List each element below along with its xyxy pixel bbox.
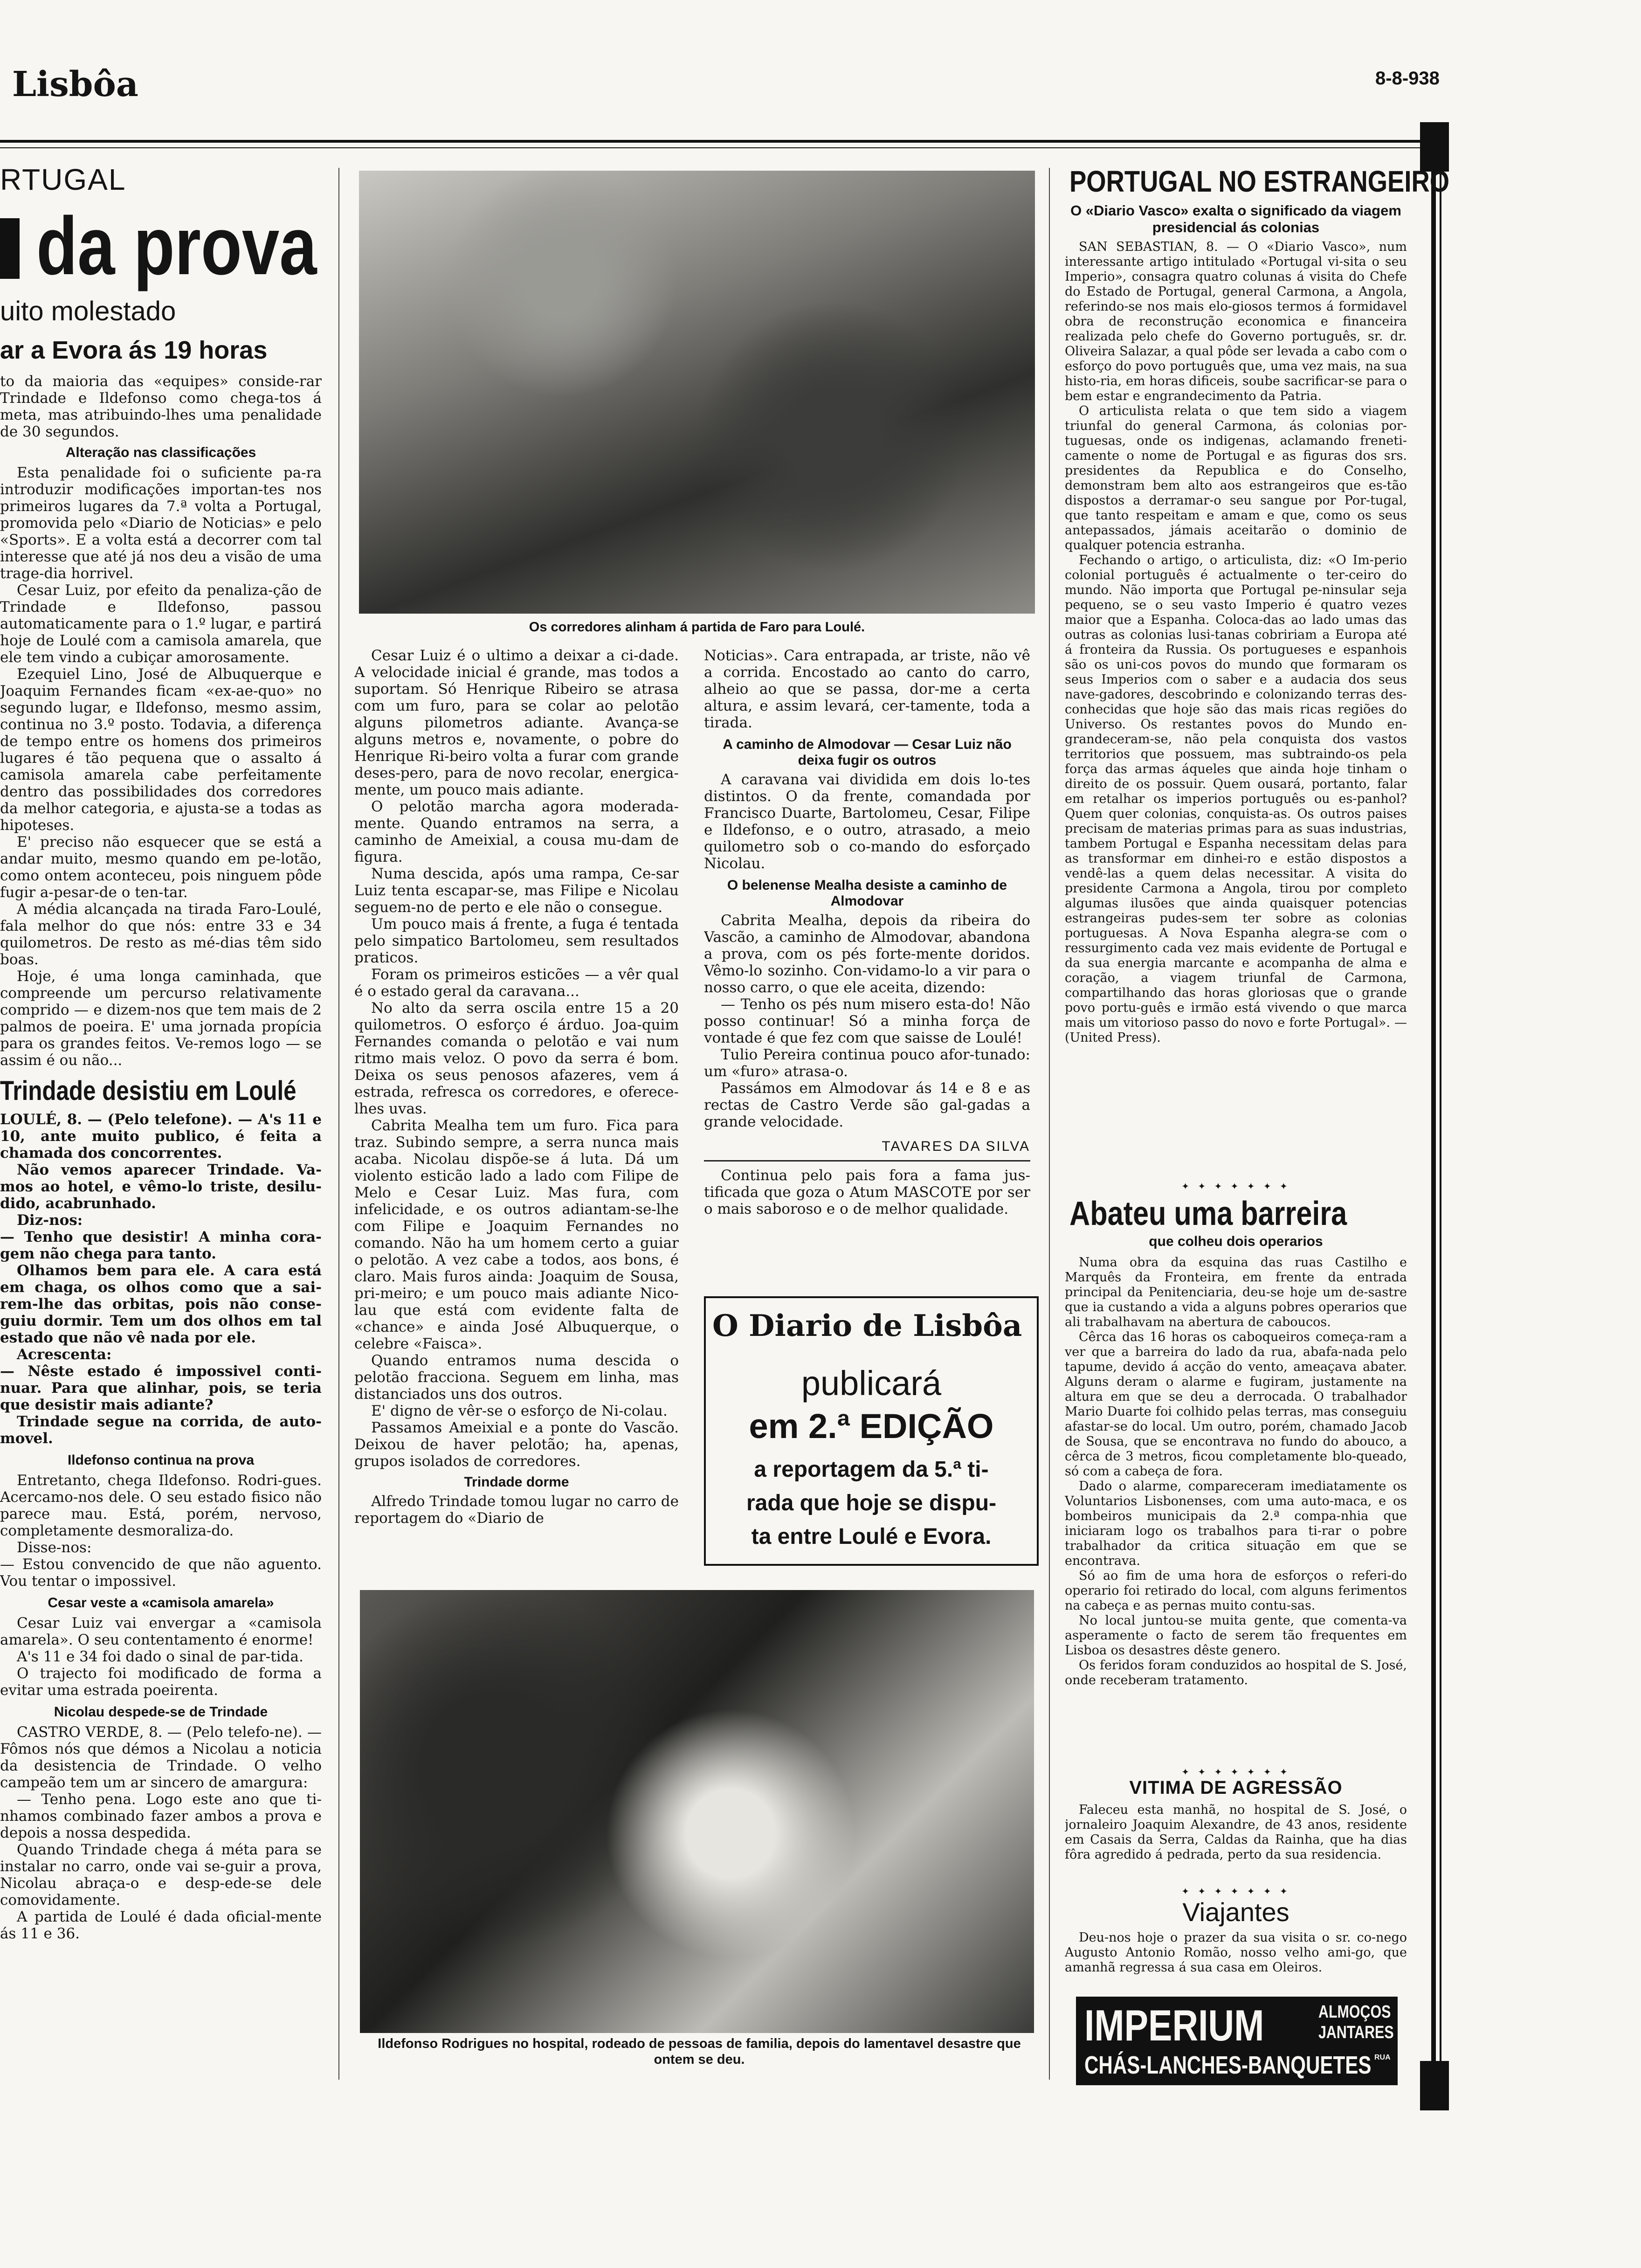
left-p7: LOULÉ, 8. — (Pelo telefone). — A's 11 e 10, ante muito publico, é feita a chamada dos concorrentes.: [0, 1111, 322, 1162]
right-ornament2: ✦ ✦ ✦ ✦ ✦ ✦ ✦: [1181, 1766, 1290, 1777]
left-p24: A partida de Loulé é dada oficial-mente ás 11 e 36.: [0, 1908, 322, 1942]
right-head3: VITIMA DE AGRESSÃO: [1129, 1777, 1343, 1798]
right-head1: PORTUGAL NO ESTRANGEIRO: [1069, 165, 1450, 198]
left-p11: Olhamos bem para ele. A cara está em chaga, os olhos como que a sai-rem-lhe das orbitas, pois não conse-guiu dormir. Tem um dos olhos em tal estado que não vê nada por ele.: [0, 1262, 322, 1346]
ad-title: O Diario de Lisbôa: [712, 1308, 1022, 1343]
right-margin-rule-2: [1440, 172, 1441, 2074]
right-r11: Deu-nos hoje o prazer da sua visita o sr. co-nego Augusto Antonio Romão, nosso velho ami-go, que amanhã regressa á sua casa em Oleiros.: [1065, 1930, 1407, 1975]
center-sub7: O belenense Mealha desiste a caminho de Almodovar: [727, 878, 1007, 909]
corner-block-bottom: [1420, 2061, 1449, 2110]
ad-imperium-brand: IMPERIUM: [1084, 2001, 1264, 2050]
ad-imperium-r2: JANTARES: [1318, 2023, 1394, 2042]
col-rule-right: [1049, 168, 1050, 2080]
right-article1: [1065, 240, 1407, 1298]
photo-cyclists-start: [359, 171, 1035, 614]
right-r2: O articulista relata o que tem sido a viagem triunfal do general Carmona, ás colonias por-tuguesas, onde os indigenas, aclamando freneti-camente o nome de Portugal e as figuras dos srs. presidentes da Republica e do Conselho, demonstram bem alto aos estrangeiros que es-tão dispostos a derramar-o seu sangue por Por-tugal, que tanto respeitam e amam e que, como os seus antepassados, jámais aceitarão o dominio de qualquer potencia estranha.: [1065, 404, 1407, 553]
center-c7: Cabrita Mealha tem um furo. Fica para traz. Subindo sempre, a serra nunca mais acaba. Nicolau dispõe-se á luta. Dá um violento esticão lado a lado com Filipe de Melo e Cesar Luiz. Mas fura, com infelicidade, e os outros adiantam-se-lhe com Filipe e Joaquim Fernandes no comando. Não ha um homem certo a guiar o pelotão. A vez cabe a todos, aos bons, é claro. Mais furos ainda: Joaquim de Sousa, pri-meiro; e um pouco mais adiante Nico-lau que está com evidente falta de «chance» e ainda José Albuquerque, o celebre «Faisca».: [354, 1117, 679, 1352]
right-r7: Só ao fim de uma hora de esforços o referi-do operario foi retirado do local, com alguns ferimentos na cabeça e as pernas muito contu-sas.: [1065, 1569, 1407, 1613]
center-c13: A caravana vai dividida em dois lo-tes distintos. O da frente, comandada por Francisco Duarte, Bartolomeu, Cesar, Filipe e Ildefonso, e o outro, atrasado, a meio quilometro sob o co-mando do esforçado Nicolau.: [704, 771, 1030, 872]
center-c17: Passámos em Almodovar ás 14 e 8 e as rectas de Castro Verde são gal-gadas a grande velocidade.: [704, 1080, 1030, 1130]
header-rule-thin: [0, 147, 1427, 148]
left-headline: da prova: [36, 201, 317, 292]
left-sub4: Nicolau despede-se de Trindade: [54, 1704, 268, 1720]
right-r10: Faleceu esta manhã, no hospital de S. José, o jornaleiro Joaquim Alexandre, de 43 anos, residente em Casais da Serra, Caldas da Rainha, que ha dias fôra agredido á pedrada, perto da sua residencia.: [1065, 1803, 1407, 1862]
center-c12: Noticias». Cara entrapada, ar triste, não vê a corrida. Encostado ao canto do carro, alheio ao que se passa, dor-me a certa altura, e assim levará, cer-tamente, toda a tirada.: [704, 647, 1030, 731]
left-p12: Acrescenta:: [17, 1346, 112, 1363]
center-c6: No alto da serra oscila entre 15 a 20 quilometros. O esforço é árduo. Joa-quim Fernandes comanda o pelotão e vai num ritmo mais veloz. O povo da serra é bom. Deixa os seus penosos afazeres, vem á estrada, refresca os corredores, e oferece-lhes uvas.: [354, 1000, 679, 1117]
right-head2: Abateu uma barreira: [1069, 1195, 1347, 1232]
right-ornament1: ✦ ✦ ✦ ✦ ✦ ✦ ✦: [1181, 1181, 1290, 1192]
center-c15: — Tenho os pés num misero esta-do! Não posso continuar! Só a minha força de vontade é que fez com que saisse de Loulé!: [704, 996, 1030, 1046]
photo2-caption: Ildefonso Rodrigues no hospital, rodeado de pessoas de familia, depois do lamentavel desastre que ontem se deu.: [378, 2036, 1021, 2067]
center-c5: Foram os primeiros esticões — a vêr qual é o estado geral da caravana...: [354, 966, 679, 1000]
issue-date: 8-8-938: [1375, 68, 1440, 89]
left-p2: Cesar Luiz, por efeito da penaliza-ção de Trindade e Ildefonso, passou automaticamente para o 1.º lugar, e partirá hoje de Loulé com a camisola amarela, que ele tem vindo a cubiçar amorosamente.: [0, 582, 322, 666]
left-p3: Ezequiel Lino, José de Albuquerque e Joaquim Fernandes ficam «ex-ae-quo» no segundo lugar, e Ildefonso, mesmo assim, continua no 3.º posto. Todavia, a diferença de tempo entre os homens dos primeiros lugares é tão pequena que o assalto á camisola amarela cabe perfeitamente dentro das possibilidades dos corredores da melhor categoria, e ajusta-se a todas as hipoteses.: [0, 666, 322, 834]
left-p21: CASTRO VERDE, 8. — (Pelo telefo-ne). — Fômos nós que démos a Nicolau a noticia da desistencia de Trindade. O velho campeão tem um ar sincero de amargura:: [0, 1724, 322, 1791]
left-p16: Disse-nos:: [17, 1539, 92, 1556]
left-kicker: RTUGAL: [0, 163, 126, 196]
left-sub2: Ildefonso continua na prova: [67, 1452, 255, 1468]
left-p20: O trajecto foi modificado de forma a evitar uma estrada poeirenta.: [0, 1665, 322, 1699]
right-sub2: que colheu dois operarios: [1149, 1234, 1323, 1249]
right-article2: [1065, 1255, 1407, 1833]
left-p22: — Tenho pena. Logo este ano que ti-nhamos combinado fazer ambos a prova e depois a nossa despedida.: [0, 1791, 322, 1841]
headline-block: [0, 218, 20, 279]
left-p18: Cesar Luiz vai envergar a «camisola amarela». O seu contentamento é enorme!: [0, 1615, 322, 1648]
center-c14: Cabrita Mealha, depois da ribeira do Vascão, a caminho de Almodovar, abandona a prova, com os pés forte-mente doridos. Vêmo-lo sozinho. Con-vidamo-lo a vir para o nosso carro, o que ele aceita, dizendo:: [704, 912, 1030, 996]
left-p1: Esta penalidade foi o suficiente pa-ra introduzir modificações importan-tes nos primeiros lugares da 7.ª volta a Portugal, promovida pelo «Diario de Noticias» e pelo «Sports». E a volta está a decorrer com tal interesse que até já nos deu a visão de uma trage-dia horrivel.: [0, 464, 322, 582]
right-r4: Numa obra da esquina das ruas Castilho e Marquês da Fronteira, em frente da entrada principal da Penitenciaria, deu-se hoje um de-sastre que ia custando a vida a alguns pobres operarios que ali trabalhavam na abertura de caboucos.: [1065, 1255, 1407, 1329]
center-col1: [354, 647, 679, 1547]
left-deck2: ar a Evora ás 19 horas: [0, 336, 268, 364]
center-c1: Cesar Luiz é o ultimo a deixar a ci-dade. A velocidade inicial é grande, mas todos a suportam. Só Henrique Ribeiro se atrasa com um furo, para se colar ao pelotão alguns pilometros adiante. Avança-se alguns metros e, novamente, o pobre do Henrique Ri-beiro volta a furar com grande deses-pero, para de novo recolar, energica-mente, um pouco mais adiante.: [354, 647, 679, 798]
byline: TAVARES DA SILVA: [882, 1139, 1030, 1154]
center-divider: [704, 1160, 1030, 1162]
right-article4: [1065, 1930, 1407, 1986]
right-r3: Fechando o artigo, o articulista, diz: «O Im-perio colonial português é actualmente o ter-ceiro do mundo. Não importa que Portugal pe-ninsular seja pequeno, se o seu vasto Imperio é quatro vezes maior que a Espanha. Coloca-das ao lado umas das outras as colonias lusi-tanas cobririam a Europa até á fronteira da Russia. Os portugueses e espanhois são os uni-cos povos do mundo que formaram os seus Imperios com o saber e a audacia dos seus nave-gadores, descobrindo e colonizando terras des-conhecidas que hoje são das mais ricas regiões do Universo. Os restantes povos do Mundo en-grandeceram-se, não pela conquista dos vastos territorios que possuem, mas subtraindo-os pela força das armas áqueles que ainda hoje tinham o direito de os possuir. Quem ousará, portanto, falar em retalhar os imperios português ou es-panhol? Quem quer colonias, conquista-as. Os outros paises precisam de materias primas para as suas industrias, tambem Portugal e Espanha necessitam delas para as transformar em dinhei-ro e estão dispostos a vendê-las a quem delas necessitar. A visita do presidente Carmona a Angola, tirou por completo algumas ilusões que ainda quaisquer potencias estrangeiras pudes-sem ter sobre as colonias portuguesas. A Nova Espanha alegra-se com o ressurgimento cada vez mais evidente de Portugal e da sua energia marcante e acompanha de alma e coração, a viagem triunfal de Carmona, compartilhando das horas gloriosas que o grande povo portu-guês e irmão está vivendo o que marca mais um vitorioso passo do novo e forte Portugal». — (United Press).: [1065, 553, 1407, 1045]
right-margin-rule: [1431, 172, 1436, 2074]
right-r8: No local juntou-se muita gente, que comenta-va asperamente o facto de serem tão frequentes em Lisboa os desastres dêste genero.: [1065, 1613, 1407, 1658]
center-c8: Quando entramos numa descida o pelotão fracciona. Seguem em linha, mas distanciados uns dos outros.: [354, 1352, 679, 1403]
left-sub1: Alteração nas classificações: [65, 445, 256, 460]
header-rule: [0, 140, 1427, 143]
center-sub6: A caminho de Almodovar — Cesar Luiz não deixa fugir os outros: [723, 737, 1012, 768]
masthead: Lisbôa: [12, 64, 138, 104]
right-column: [1065, 164, 1450, 2085]
right-r6: Dado o alarme, compareceram imediatamente os Voluntarios Lisbonenses, com uma auto-maca, e os bombeiros municipais da 2.ª compa-nhia que iniciaram logo os trabalhos para ti-rar o pobre trabalhador da critica situação em que se encontrava.: [1065, 1479, 1407, 1568]
left-deck: uito molestado: [0, 296, 176, 326]
left-p6: Hoje, é uma longa caminhada, que compreende um percurso relativamente comprido — e dizem-nos que tem mais de 2 palmos de poeira. E' uma jornada propícia para os grandes feitos. Ve-remos logo — se assim é ou não...: [0, 968, 322, 1069]
left-p13: — Nêste estado é impossivel conti-nuar. Para que alinhar, pois, se teria que desistir mais adiante?: [0, 1363, 322, 1413]
ad-line3: a reportagem da 5.ª ti-: [754, 1457, 989, 1482]
center-c4: Um pouco mais á frente, a fuga é tentada pelo simpatico Bartolomeu, sem resultados praticos.: [354, 916, 679, 966]
ad-line4: rada que hoje se dispu-: [746, 1491, 997, 1515]
center-c11: Alfredo Trindade tomou lugar no carro de reportagem do «Diario de: [354, 1493, 679, 1527]
right-r9: Os feridos foram conduzidos ao hospital de S. José, onde receberam tratamento.: [1065, 1658, 1407, 1687]
center-c3: Numa descida, após uma rampa, Ce-sar Luiz tenta escapar-se, mas Filipe e Nicolau seguem-no de perto e ele não o consegue.: [354, 865, 679, 916]
right-sub1: O «Diario Vasco» exalta o significado da viagem presidencial ás colonias: [1070, 202, 1401, 235]
right-r1: SAN SEBASTIAN, 8. — O «Diario Vasco», num interessante artigo intitulado «Portugal vi-sita o seu Imperio», consagra quatro colunas á visita do Chefe do Estado de Portugal, general Carmona, a Angola, referindo-se nos mais elo-giosos termos á formidavel obra de reconstrução economica e financeira realizada pelo chefe do Governo português, sr. dr. Oliveira Salazar, a qual pôde ser levada a cabo com o esforço do povo português que, uma vez mais, na sua histo-ria, em horas dificeis, soube sacrificar-se para o bem estar e engrandecimento da Patria.: [1065, 240, 1407, 403]
ad-imperium-small: RUA: [1374, 2054, 1391, 2061]
center-sub5: Trindade dorme: [464, 1474, 569, 1490]
left-sectionhead: Trindade desistiu em Loulé: [0, 1076, 296, 1106]
photo1-caption: Os corredores alinham á partida de Faro para Loulé.: [529, 620, 865, 635]
left-p15: Entretanto, chega Ildefonso. Rodri-gues. Acercamo-nos dele. O seu estado fisico não parece mau. Está, porém, nervoso, completamente desmoraliza-do.: [0, 1472, 322, 1539]
left-article: [0, 373, 322, 2080]
center-c2: O pelotão marcha agora moderada-mente. Quando entramos na serra, a caminho de Ameixial, a cousa mu-dam de figura.: [354, 798, 679, 865]
col-rule-left: [338, 168, 339, 2080]
left-sub3: Cesar veste a «camisola amarela»: [48, 1595, 274, 1611]
left-p9: Diz-nos:: [17, 1212, 83, 1229]
ad-line5: ta entre Loulé e Evora.: [751, 1524, 992, 1549]
left-p17: — Estou convencido de que não aguento. Vou tentar o impossivel.: [0, 1556, 322, 1590]
right-ornament3: ✦ ✦ ✦ ✦ ✦ ✦ ✦: [1181, 1886, 1290, 1897]
right-article3: [1065, 1803, 1407, 1887]
left-p14: Trindade segue na corrida, de auto-movel.: [0, 1413, 322, 1447]
ad-imperium-bottom: CHÁS-LANCHES-BANQUETES: [1084, 2051, 1372, 2079]
left-p23: Quando Trindade chega á méta para se instalar no carro, onde vai se-guir a prova, Nicolau abraça-o e desp-ede-se dele comovidamente.: [0, 1841, 322, 1908]
left-p4: E' preciso não esquecer que se está a andar muito, mesmo quando em pe-lotão, como ontem aconteceu, pois ninguem pôde fugir a-pesar-de o ten-tar.: [0, 834, 322, 901]
left-p19: A's 11 e 34 foi dado o sinal de par-tida.: [17, 1648, 303, 1665]
center-c18: Continua pelo pais fora a fama jus-tificada que goza o Atum MASCOTE por ser o mais saboroso e o de melhor qualidade.: [704, 1167, 1030, 1217]
right-r5: Cêrca das 16 horas os caboqueiros começa-ram a ver que a barreira do lado da rua, abafa-nada pelo tapume, devido á acção do vento, ameaçava abater. Alguns deram o alarme e fugiram, justamente na altura em que se deu a derrocada. O trabalhador Mario Duarte foi colhido pelas terras, mas conseguiu afastar-se do local. Um outro, porém, chamado Jacob de Sousa, que se encontrava no fundo do abouco, a cêrca de 3 metros, ficou completamente blo-queado, só com a cabeça de fora.: [1065, 1330, 1407, 1479]
center-c16: Tulio Pereira continua pouco afor-tunado: um «furo» atrasa-o.: [704, 1046, 1030, 1080]
ad-line1: publicará: [801, 1364, 942, 1403]
ad-second-edition: [704, 1296, 1039, 1566]
left-p5: A média alcançada na tirada Faro-Loulé, fala melhor do que nós: entre 33 e 34 quilometros. De resto as mé-dias têm sido boas.: [0, 901, 322, 968]
left-intro: to da maioria das «equipes» conside-rar Trindade e Ildefonso como chega-tos á meta, mas atribuindo-lhes uma penalidade de 30 segundos.: [0, 373, 322, 440]
center-col2: [704, 647, 1030, 1286]
left-p10: — Tenho que desistir! A minha cora-gem não chega para tanto.: [0, 1229, 322, 1262]
photo-hospital: [360, 1590, 1034, 2033]
right-head4: Viajantes: [1182, 1897, 1289, 1927]
ad-line2: em 2.ª EDIÇÃO: [749, 1407, 994, 1445]
center-c10: Passamos Ameixial e a ponte do Vascão. Deixou de haver pelotão; ha, apenas, grupos isolados de corredores.: [354, 1419, 679, 1470]
center-c9: E' digno de vêr-se o esforço de Ni-colau.: [371, 1403, 668, 1419]
ad-imperium-r1: ALMOÇOS: [1318, 2002, 1391, 2022]
ad-imperium: [1076, 1997, 1398, 2085]
left-p8: Não vemos aparecer Trindade. Va-mos ao hotel, e vêmo-lo triste, desilu-dido, acabrunhado.: [0, 1162, 322, 1212]
